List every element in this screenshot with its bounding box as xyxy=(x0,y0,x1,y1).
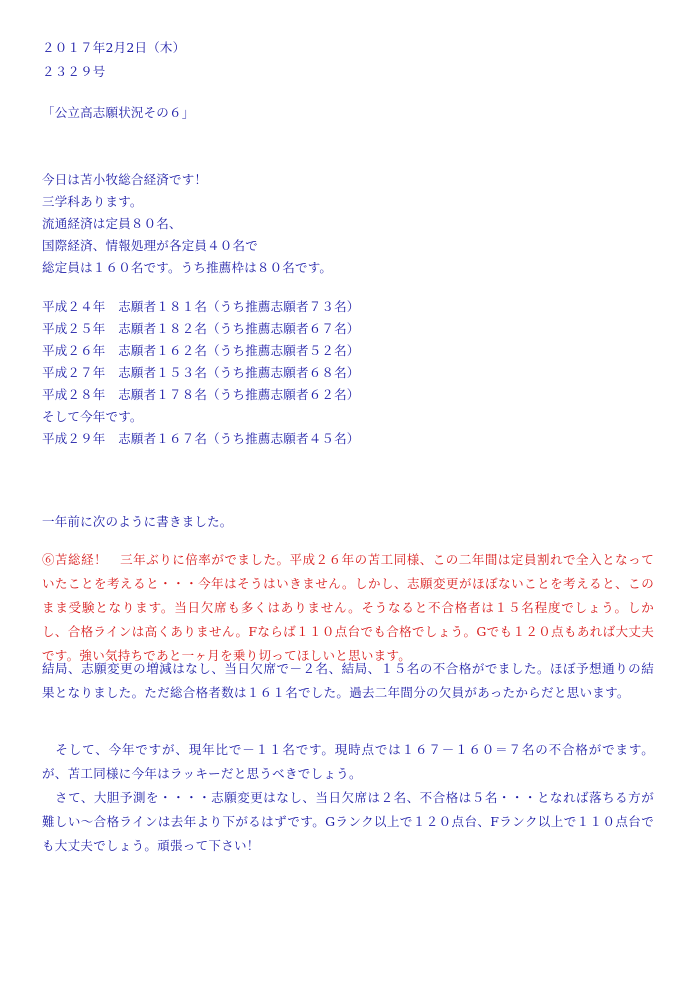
post-title: 「公立高志願状況その６」 xyxy=(42,105,195,120)
intro-line: 今日は苫小牧総合経済です！ xyxy=(42,172,208,187)
result-paragraph: 結局、志願変更の増減はなし、当日欠席で－２名、結局、１５名の不合格がでました。ほぼ予想通りの結果となりました。ただ総合格者数は１６１名でした。過去二年間分の欠員があったからだと思います。 xyxy=(42,661,654,700)
quoted-paragraph: ⑥苫総経！ 三年ぶりに倍率がでました。平成２６年の苫工同様、この二年間は定員割れで全入となっていたことを考えると・・・今年はそうはいきません。しかし、志願変更がほぼないことを考えると、このまま受験となります。当日欠席も多くはありません。そうなると不合格者は１５名程度でしょう。しかし、合格ラインは高くありません。Fならば１１０点台でも合格でしょう。Gでも１２０点もあれば大丈夫です。強い気持ちであと一ヶ月を乗り切ってほしいと思います。 xyxy=(42,552,654,663)
history-row: 平成２７年 志願者１５３名（うち推薦志願者６８名） xyxy=(42,365,360,380)
history-row: そして今年です。 xyxy=(42,409,143,424)
intro-line: 総定員は１６０名です。うち推薦枠は８０名です。 xyxy=(42,260,333,275)
this-year-paragraph: そして、今年ですが、現年比で－１１名です。現時点では１６７－１６０＝７名の不合格がでます。が、苫工同様に今年はラッキーだと思うべきでしょう。 xyxy=(42,742,654,781)
history-row: 平成２４年 志願者１８１名（うち推薦志願者７３名） xyxy=(42,299,360,314)
post-date: ２０１７年2月2日（木） xyxy=(42,40,186,55)
history-row: 平成２９年 志願者１６７名（うち推薦志願者４５名） xyxy=(42,431,360,446)
intro-line: 国際経済、情報処理が各定員４０名で xyxy=(42,238,258,253)
intro-line: 三学科あります。 xyxy=(42,194,143,209)
post-number: ２３２９号 xyxy=(42,64,106,79)
intro-line: 流通経済は定員８０名、 xyxy=(42,216,182,231)
prev-intro: 一年前に次のように書きました。 xyxy=(42,514,233,529)
history-row: 平成２８年 志願者１７８名（うち推薦志願者６２名） xyxy=(42,387,360,402)
history-row: 平成２６年 志願者１６２名（うち推薦志願者５２名） xyxy=(42,343,360,358)
prediction-paragraph: さて、大胆予測を・・・・志願変更はなし、当日欠席は２名、不合格は５名・・・となれば落ちる方が難しい～合格ラインは去年より下がるはずです。Gランク以上で１２０点台、Fランク以上で１１０点台でも大丈夫でしょう。頑張って下さい！ xyxy=(42,790,654,853)
history-row: 平成２５年 志願者１８２名（うち推薦志願者６７名） xyxy=(42,321,360,336)
